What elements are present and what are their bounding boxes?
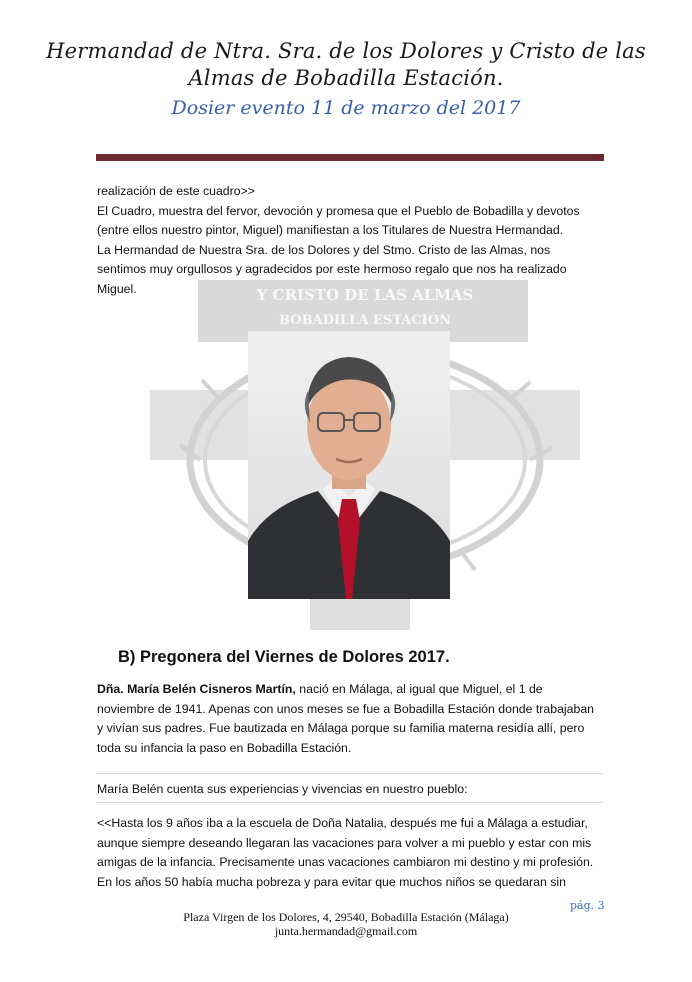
page-number: pág. 3 [570,899,605,912]
text-line [97,680,607,700]
text-line: noviembre de 1941. Apenas con unos meses se fue a Bobadilla Estación donde trabajaban [97,701,595,716]
intro-quote-paragraph: María Belén cuenta sus experiencias y vivencias en nuestro pueblo: [97,782,468,796]
text-line: (entre ellos nuestro pintor, Miguel) manifiestan a los Titulares de Nuestra Hermandad. [97,223,564,237]
text-line: <<Hasta los 9 años iba a la escuela de Doña Natalia, después me fui a Málaga a estudiar, [97,816,588,830]
text-line: En los años 50 había mucha pobreza y para evitar que muchos niños se quedaran sin [97,874,566,889]
document-subtitle: Dosier evento 11 de marzo del 2017 [171,97,521,119]
text-line: amigas de la infancia. Precisamente unas vacaciones cambiaron mi destino y mi profesión. [97,855,594,869]
divider-line [97,802,603,803]
text-line: La Hermandad de Nuestra Sra. de los Dolores y del Stmo. Cristo de las Almas, nos [97,242,551,257]
text-line: sentimos muy orgullosos y agradecidos por este hermoso regalo que nos ha realizado [97,262,567,276]
biography-paragraph [97,680,607,758]
banner-line1: Y CRISTO DE LAS ALMAS [256,286,474,304]
document-header-title [0,38,692,92]
header-title-line2: Almas de Bobadilla Estación. [188,66,504,90]
header-title-line1: Hermandad de Ntra. Sra. de los Dolores y Cristo de las [46,39,646,63]
text-line: y vivían sus padres. Fue bautizada en Málaga porque su familia materna residía allí, pero [97,721,585,735]
text-line: toda su infancia la paso en Bobadilla Estación. [97,740,352,755]
footer-address: Plaza Virgen de los Dolores, 4, 29540, Bobadilla Estación (Málaga) [183,910,509,924]
section-heading: B) Pregonera del Viernes de Dolores 2017. [118,648,450,666]
divider-line [97,773,603,774]
portrait-photo [248,331,450,599]
text-line: El Cuadro, muestra del fervor, devoción y promesa que el Pueblo de Bobadilla y devotos [97,203,580,218]
intro-paragraph [97,182,607,299]
quote-paragraph [97,814,607,892]
pregonera-name: Dña. María Belén Cisneros Martín, [97,682,296,696]
text-line: aunque siempre deseando llegaran las vacaciones para volver a mi pueblo y estar con mis [97,835,592,850]
footer-email: junta.hermandad@gmail.com [274,924,418,938]
text-line: Miguel. [97,281,137,296]
header-rule [96,154,604,161]
text-line: realización de este cuadro>> [97,184,255,198]
text-fragment: nació en Málaga, al igual que Miguel, el 1 de [295,682,543,696]
banner-line2: BOBADILLA ESTACIÓN [279,313,451,328]
